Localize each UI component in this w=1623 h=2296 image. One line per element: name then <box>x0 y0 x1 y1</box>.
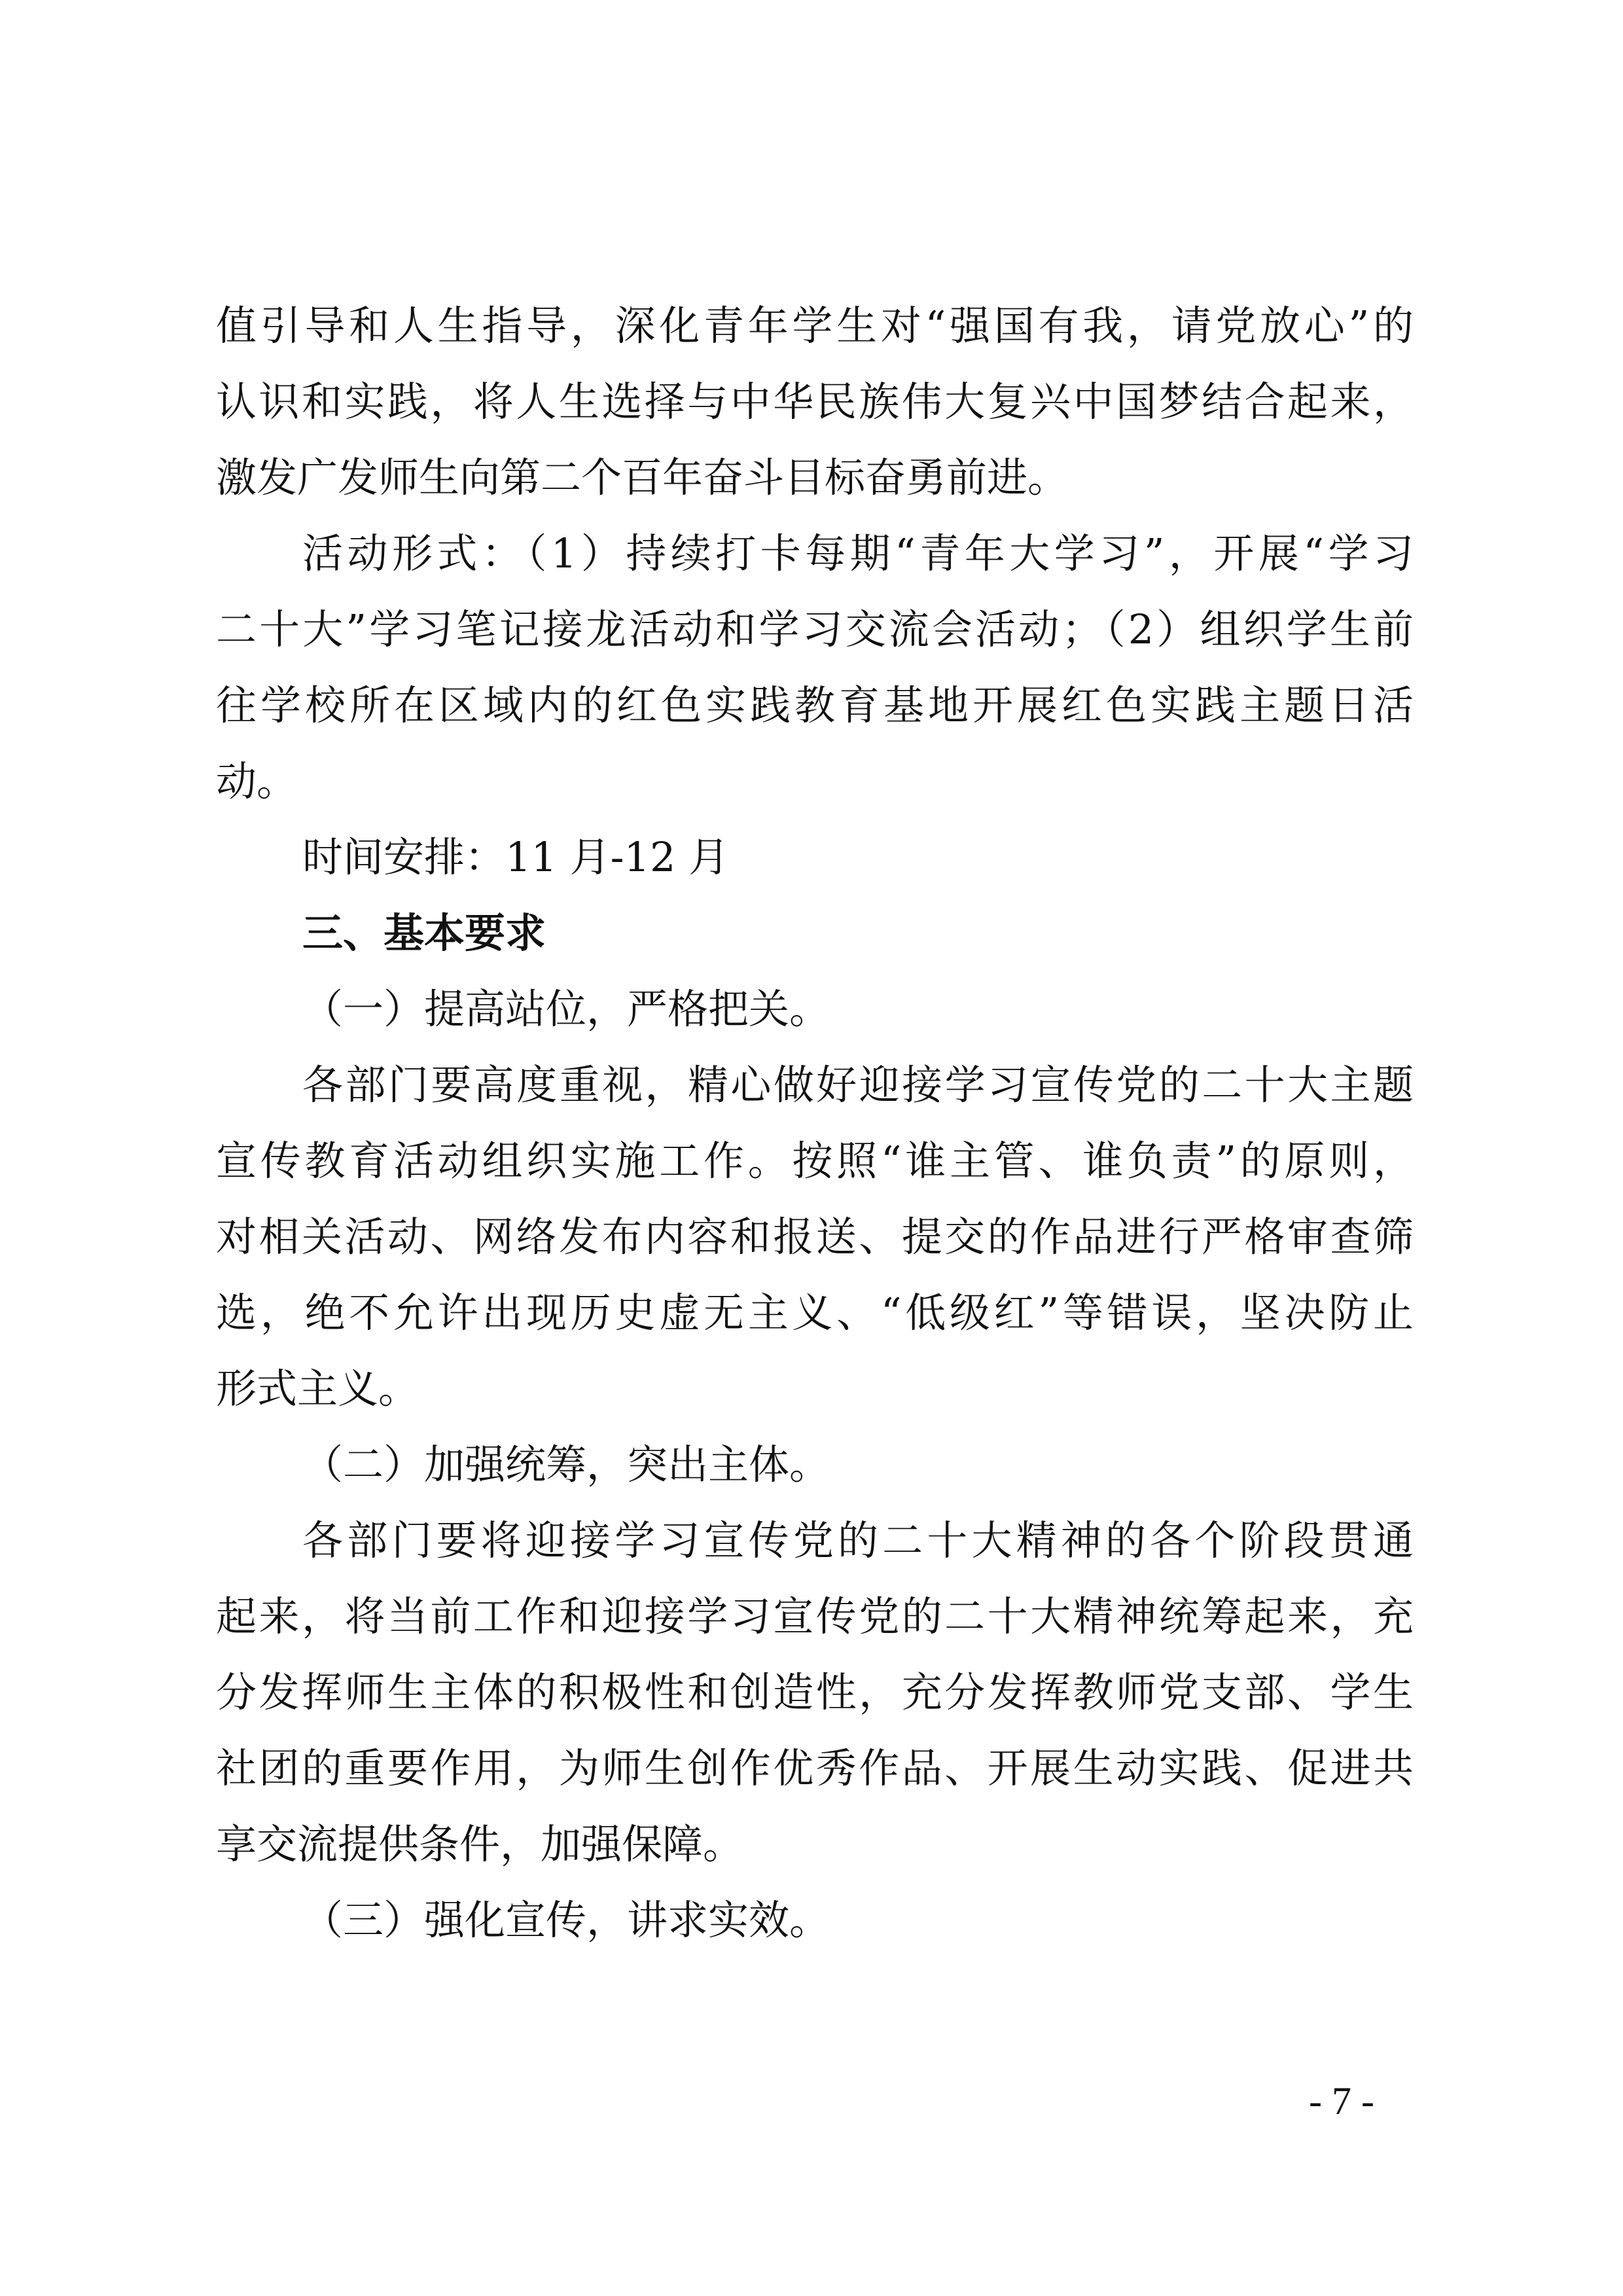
body-line: 对相关活动、网络发布内容和报送、提交的作品进行严格审查筛 <box>216 1213 1414 1261</box>
body-line: 激发广发师生向第二个百年奋斗目标奋勇前进。 <box>216 454 1069 501</box>
paragraph-activity-form: 活动形式：（1）持续打卡每期“青年大学习”，开展“学习 <box>302 529 1414 577</box>
body-line: 享交流提供条件，加强保障。 <box>216 1820 744 1868</box>
subsection-heading: （二）加强统筹，突出主体。 <box>302 1441 830 1488</box>
body-line: 形式主义。 <box>216 1365 419 1412</box>
paragraph-start: 各部门要将迎接学习宣传党的二十大精神的各个阶段贯通 <box>302 1516 1414 1564</box>
document-body <box>216 288 1414 1958</box>
body-line: 分发挥师生主体的积极性和创造性，充分发挥教师党支部、学生 <box>216 1668 1414 1716</box>
paragraph-start: 各部门要高度重视，精心做好迎接学习宣传党的二十大主题 <box>302 1061 1414 1109</box>
paragraph-time-arrangement: 时间安排：11 月-12 月 <box>302 833 730 881</box>
body-line: 往学校所在区域内的红色实践教育基地开展红色实践主题日活 <box>216 681 1414 729</box>
body-line: 认识和实践，将人生选择与中华民族伟大复兴中国梦结合起来， <box>216 378 1414 425</box>
body-line: 社团的重要作用，为师生创作优秀作品、开展生动实践、促进共 <box>216 1744 1414 1792</box>
body-line: 二十大”学习笔记接龙活动和学习交流会活动；（2）组织学生前 <box>216 605 1414 653</box>
body-line: 起来，将当前工作和迎接学习宣传党的二十大精神统筹起来，充 <box>216 1592 1414 1640</box>
body-line: 选，绝不允许出现历史虚无主义、“低级红”等错误，坚决防止 <box>216 1289 1414 1336</box>
subsection-heading: （一）提高站位，严格把关。 <box>302 985 830 1033</box>
body-line: 值引导和人生指导，深化青年学生对“强国有我，请党放心”的 <box>216 302 1414 350</box>
section-heading: 三、基本要求 <box>302 909 546 957</box>
body-line: 动。 <box>216 757 298 805</box>
page-number: - 7 - <box>1309 2079 1374 2123</box>
body-line: 宣传教育活动组织实施工作。按照“谁主管、谁负责”的原则， <box>216 1137 1414 1185</box>
subsection-heading: （三）强化宣传，讲求实效。 <box>302 1896 830 1944</box>
